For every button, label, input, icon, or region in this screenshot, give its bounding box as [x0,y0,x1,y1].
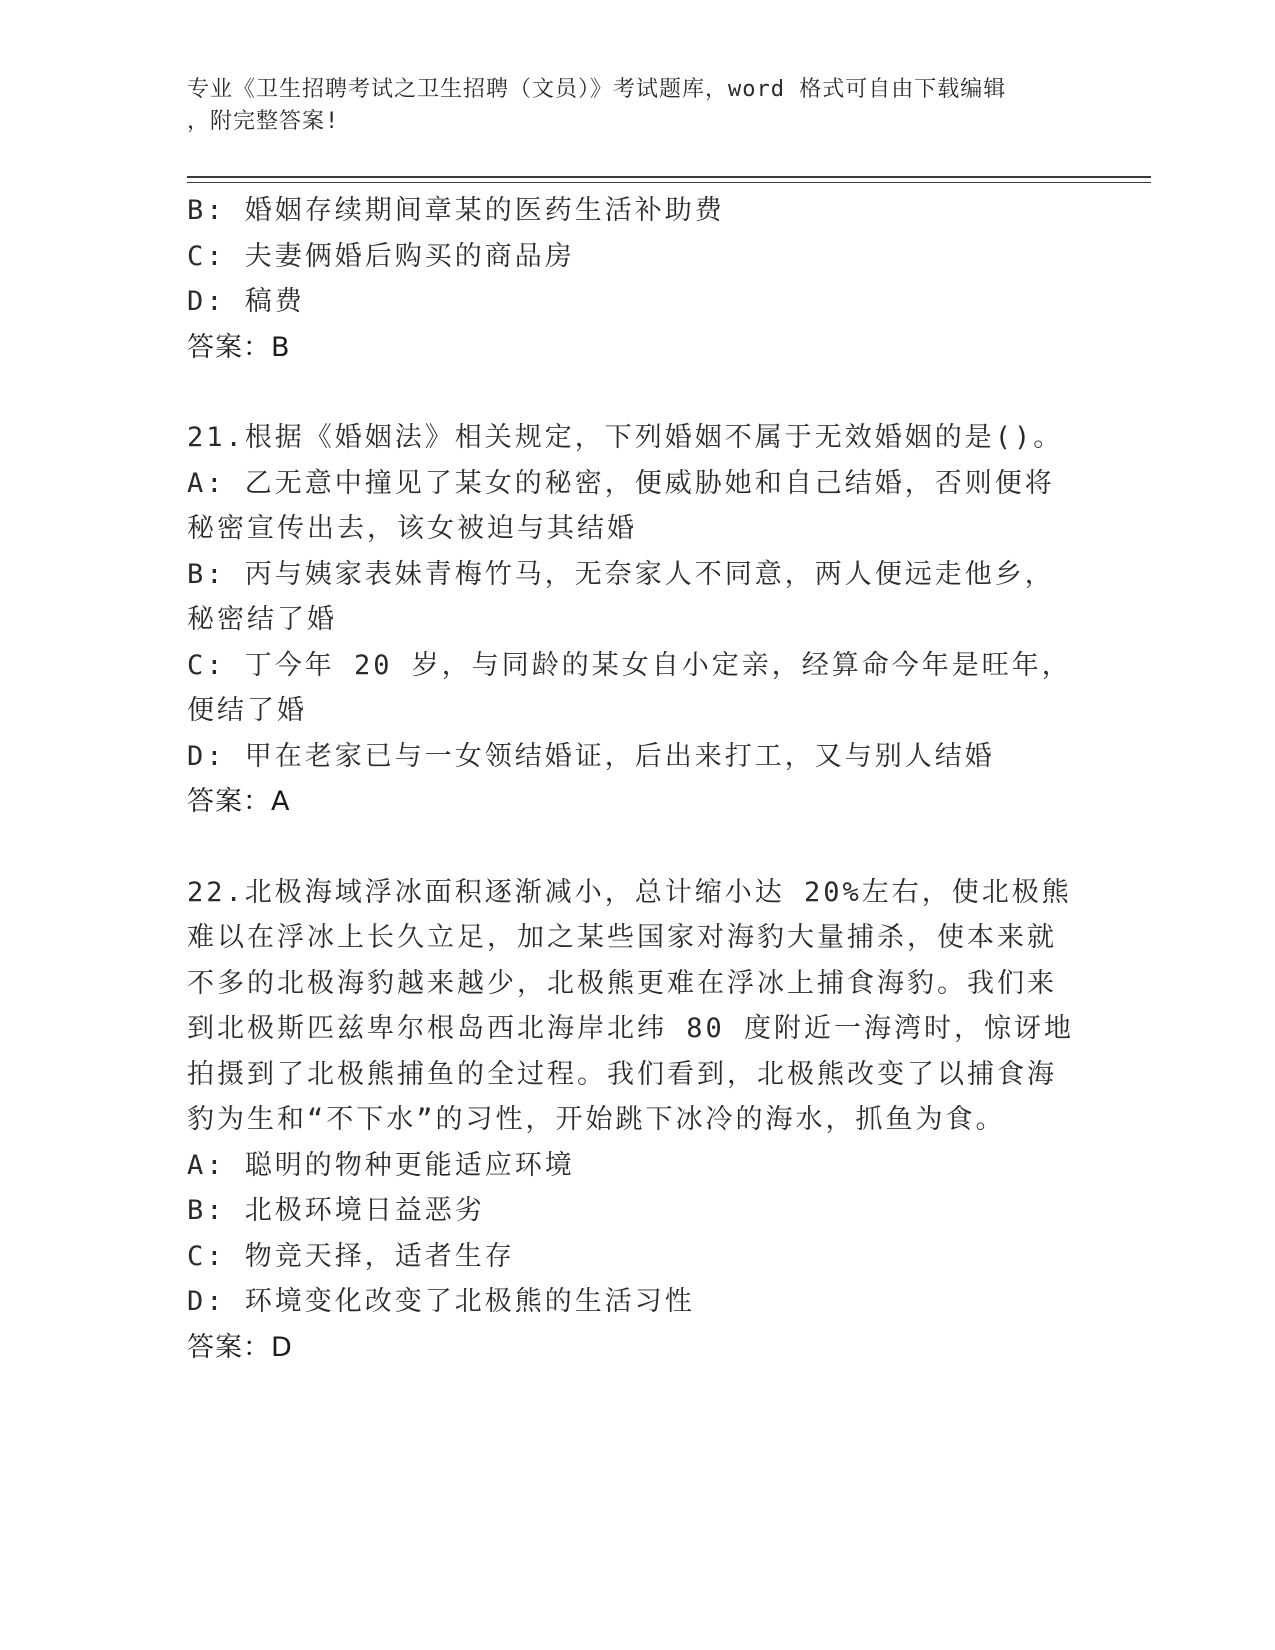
q20-answer: 答案：B [187,331,291,363]
document-body [187,188,1077,1370]
q21-option-c: C: 丁今年 20 岁，与同龄的某女自小定亲，经算命今年是旺年，便结了婚 [187,649,1072,726]
header-line-2: ，附完整答案! [187,109,340,134]
document-header [187,74,1067,138]
q20-option-c: C: 夫妻俩婚后购买的商品房 [187,240,575,272]
q21-option-d: D: 甲在老家已与一女领结婚证，后出来打工，又与别人结婚 [187,740,995,772]
q22-option-a: A: 聪明的物种更能适应环境 [187,1149,575,1181]
header-divider-thick [187,176,1151,178]
question-21-block [187,415,1077,825]
q22-option-d: D: 环境变化改变了北极熊的生活习性 [187,1286,695,1317]
q22-option-b: B: 北极环境日益恶劣 [187,1195,485,1226]
question-22-block [187,870,1077,1371]
q20-option-b: B: 婚姻存续期间章某的医药生活补助费 [187,195,725,226]
q21-stem: 21.根据《婚姻法》相关规定，下列婚姻不属于无效婚姻的是()。 [187,422,1064,453]
question-20-block [187,188,1077,370]
q21-option-a: A: 乙无意中撞见了某女的秘密，便威胁她和自己结婚，否则便将秘密宣传出去，该女被迫与其结婚 [187,467,1055,544]
header-line-1: 专业《卫生招聘考试之卫生招聘（文员）》考试题库，word 格式可自由下载编辑 [187,77,1007,102]
q22-stem: 22.北极海域浮冰面积逐渐减小，总计缩小达 20%左右，使北极熊难以在浮冰上长久立足，加之某些国家对海豹大量捕杀，使本来就不多的北极海豹越来越少，北极熊更难在浮冰上捕食海豹。我们来到北极斯匹兹卑尔根岛西北海岸北纬 80 度附近一海湾时，惊讶地拍摄到了北极熊捕鱼的全过程。我们看到，北极熊改变了以捕食海豹为生和“不下水”的习性，开始跳下冰冷的海水，抓鱼为食。 [187,876,1075,1135]
spacer [187,825,1077,870]
q22-answer: 答案：D [187,1331,293,1363]
spacer [187,370,1077,415]
q21-option-b: B: 丙与姨家表妹青梅竹马，无奈家人不同意，两人便远走他乡，秘密结了婚 [187,558,1055,635]
q21-answer: 答案：A [187,786,291,817]
q20-option-d: D: 稿费 [187,286,305,317]
header-divider-thin [187,182,1151,183]
q22-option-c: C: 物竞天择，适者生存 [187,1240,515,1272]
